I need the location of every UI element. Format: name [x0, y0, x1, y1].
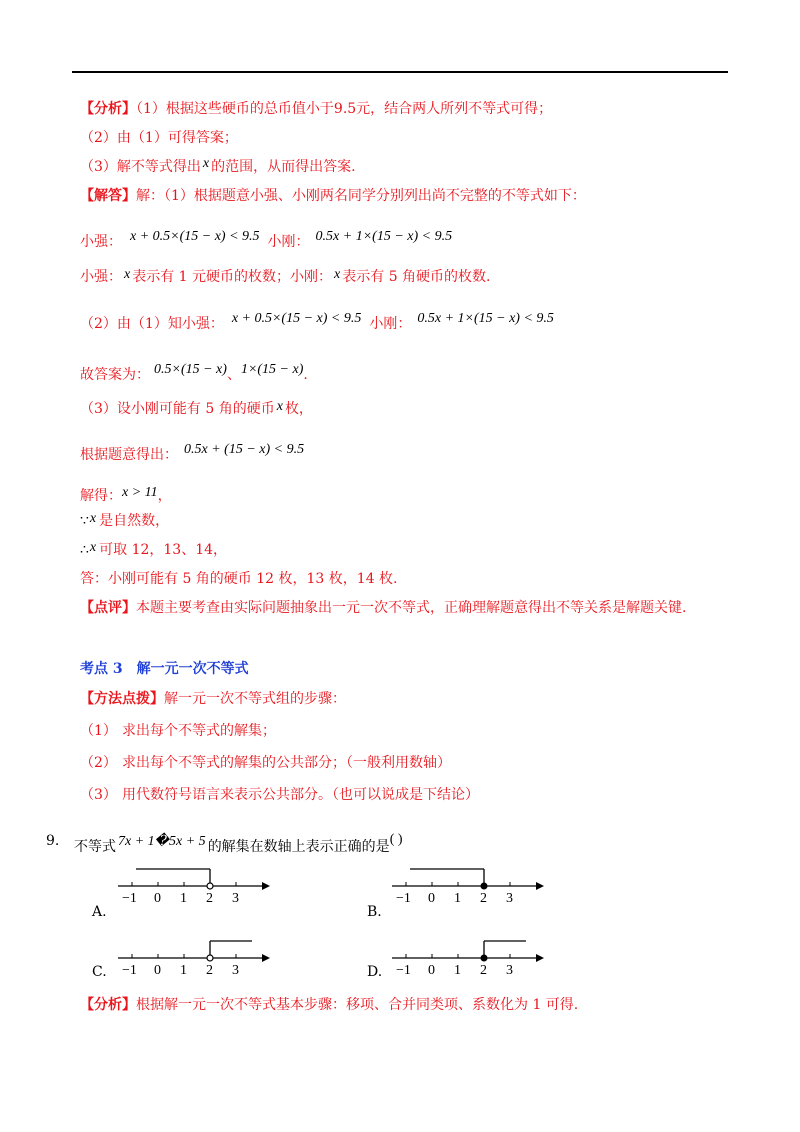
- svg-text:0: 0: [154, 963, 161, 976]
- step-2: （2） 求出每个不等式的解集的公共部分；（一般利用数轴）: [80, 755, 451, 771]
- method-line: 【方法点拨】解一元一次不等式组的步骤：: [80, 691, 346, 707]
- method-tag: 【方法点拨】: [80, 691, 164, 707]
- option-c-label[interactable]: C.: [92, 964, 107, 980]
- svg-text:1: 1: [180, 891, 187, 904]
- option-b-label[interactable]: B.: [367, 904, 382, 920]
- analysis-text: （1）根据这些硬币的总币值小于9.5元，结合两人所列不等式可得；: [136, 101, 553, 117]
- analysis-line-1: [80, 100, 552, 118]
- svg-text:1: 1: [180, 963, 187, 976]
- svg-text:−1: −1: [122, 891, 137, 904]
- svg-text:−1: −1: [396, 891, 411, 904]
- option-b-number-line: [386, 864, 546, 904]
- answer-line-7: 根据题意得出： 0.5x + (15 − x) < 9.5: [80, 442, 305, 463]
- analysis-tag: 【分析】: [80, 101, 136, 117]
- option-d-label[interactable]: D.: [367, 964, 383, 980]
- answer-line-8: 解得：x > 11，: [80, 485, 172, 504]
- option-a-label[interactable]: A.: [92, 904, 107, 920]
- svg-text:0: 0: [428, 891, 435, 904]
- svg-text:3: 3: [232, 891, 239, 904]
- analysis-line-3: （3）解不等式得出 x 的范围，从而得出答案.: [80, 156, 356, 175]
- svg-text:2: 2: [480, 963, 487, 976]
- header-rule: [72, 71, 728, 73]
- svg-text:0: 0: [154, 891, 161, 904]
- step-1: （1） 求出每个不等式的解集；: [80, 723, 276, 739]
- svg-text:3: 3: [232, 963, 239, 976]
- answer-line-2: 小强： x + 0.5×(15 − x) < 9.5 小刚： 0.5x + 1×(15 − x) < 9.5: [80, 229, 453, 250]
- inequality-xiaoqiang: x + 0.5×(15 − x) < 9.5: [130, 229, 260, 244]
- svg-text:−1: −1: [396, 963, 411, 976]
- comment-tag: 【点评】: [80, 600, 136, 616]
- analysis-line-2: （2）由（1）可得答案；: [80, 130, 238, 146]
- inequality-xiaogang: 0.5x + 1×(15 − x) < 9.5: [315, 229, 453, 244]
- answer-line-4: （2）由（1）知小强： x + 0.5×(15 − x) < 9.5 小刚： 0.5x + 1×(15 − x) < 9.5: [80, 311, 554, 332]
- question-9: 9. 不等式 7x + 1�5x + 5 的解集在数轴上表示正确的是( ): [46, 832, 403, 855]
- svg-text:3: 3: [506, 963, 513, 976]
- step-3: （3） 用代数符号语言来表示公共部分。（也可以说成是下结论）: [80, 787, 479, 803]
- answer-line-6: （3）设小刚可能有 5 角的硬币 x 枚，: [80, 399, 313, 417]
- comment-line: 【点评】本题主要考查由实际问题抽象出一元一次不等式，正确理解题意得出不等关系是解题关键.: [80, 600, 687, 616]
- answer-line-3: 小强： x 表示有 1 元硬币的枚数；小刚： x 表示有 5 角硬币的枚数.: [80, 267, 491, 285]
- svg-text:0: 0: [428, 963, 435, 976]
- answer-line-5: 故答案为： 0.5×(15 − x)、1×(15 − x).: [80, 362, 308, 383]
- question-analysis-line: 【分析】根据解一元一次不等式基本步骤：移项、合并同类项、系数化为 1 可得.: [80, 997, 579, 1013]
- answer-line-1: 【解答】解：（1）根据题意小强、小刚两名同学分别列出尚不完整的不等式如下：: [80, 188, 586, 204]
- answer-line-10: ∴x 可取 12，13、14，: [80, 540, 228, 558]
- question-analysis-tag: 【分析】: [80, 997, 136, 1013]
- svg-text:1: 1: [454, 963, 461, 976]
- option-a-number-line: [112, 864, 272, 904]
- answer-line-11: 答：小刚可能有 5 角的硬币 12 枚，13 枚，14 枚.: [80, 571, 398, 587]
- svg-text:2: 2: [206, 891, 213, 904]
- option-c-number-line: [112, 936, 272, 976]
- svg-text:3: 3: [506, 891, 513, 904]
- svg-text:2: 2: [206, 963, 213, 976]
- svg-text:−1: −1: [122, 963, 137, 976]
- answer-tag: 【解答】: [80, 188, 136, 204]
- section-heading: 考点 3 解一元一次不等式: [80, 661, 249, 677]
- svg-text:2: 2: [480, 891, 487, 904]
- option-d-number-line: [386, 936, 546, 976]
- svg-text:1: 1: [454, 891, 461, 904]
- answer-line-9: ∵x 是自然数，: [80, 511, 170, 529]
